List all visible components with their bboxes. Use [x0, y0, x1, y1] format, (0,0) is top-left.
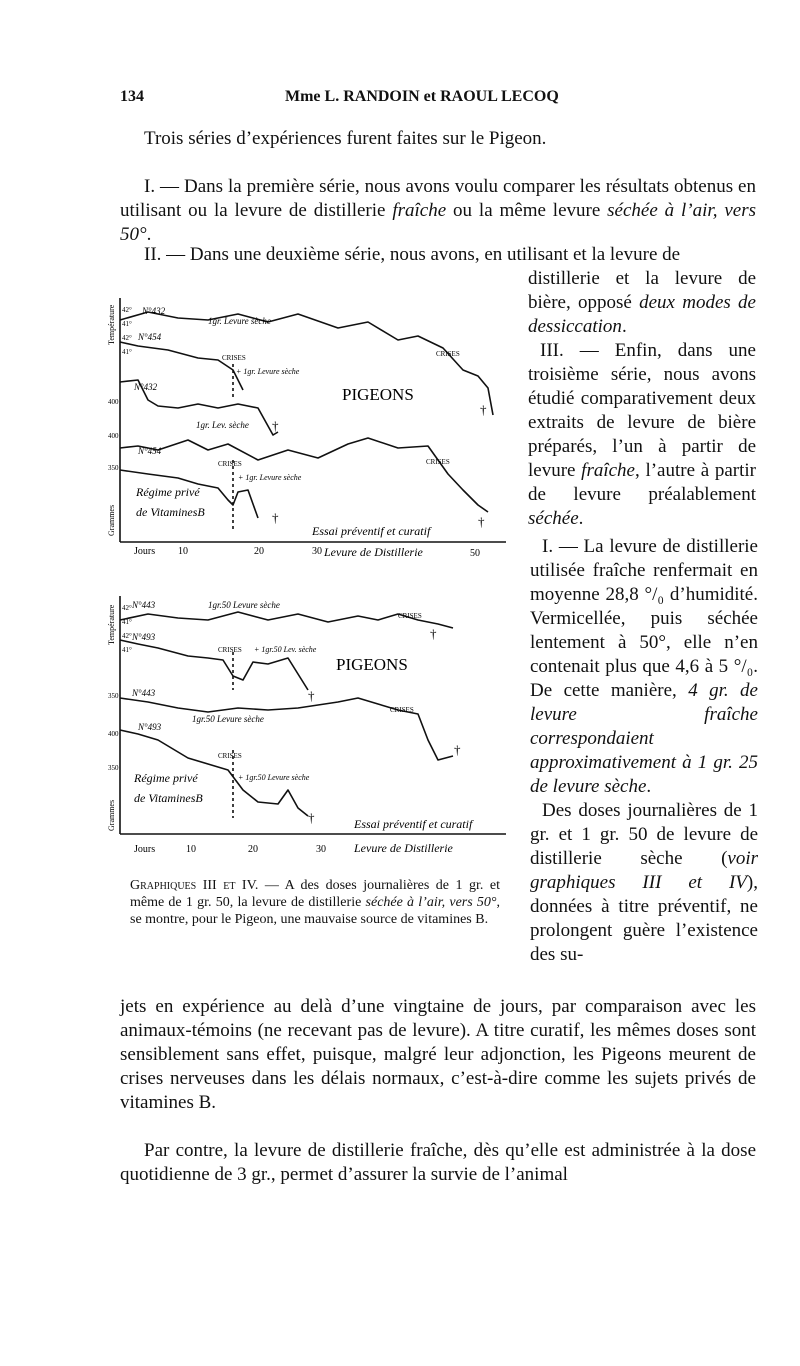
- graph-III-title: PIGEONS: [342, 385, 414, 404]
- graph-III-note-2: + 1gr. Levure sèche: [236, 367, 300, 376]
- series-III-paragraph: [528, 339, 756, 531]
- figure-caption: [130, 877, 500, 928]
- humidity-text: I. — La levure de distillerie utilisée fraîche renfermait en moyenne 28,8 °/₀ d’humidité. Vermicellée, puis séchée lentement à 50°, elle n’en contenait plus que 4,6 à 5 °/₀. De cette manière,: [530, 536, 758, 701]
- intro-sentence: Trois séries d’expériences furent faites sur le Pigeon.: [144, 128, 547, 149]
- graph-IV-note-4: + 1gr.50 Levure sèche: [238, 773, 310, 782]
- graph-III-x-unit: Jours: [134, 546, 156, 557]
- series-II-paragraph: [528, 267, 756, 339]
- graph-IV-footer-1: Essai préventif et curatif: [354, 817, 473, 831]
- series-I-end: .: [146, 224, 152, 245]
- series-I-dried: séchée à l’air, vers 50°: [120, 200, 756, 245]
- doses-text2: ), données à titre préventif, ne prolongent guère l’existence des su-: [530, 872, 758, 965]
- graph-III-ylabel-bottom: Grammes: [107, 504, 116, 536]
- graph-IV-death-3: †: [454, 742, 461, 757]
- series-II-line1: II. — Dans une deuxième série, nous avons, en utilisant et la levure de: [144, 244, 681, 265]
- graph-IV-tick-t1: 42°: [122, 604, 132, 612]
- graph-IV-note-2: + 1gr.50 Lev. sèche: [254, 645, 317, 654]
- graph-IV-tick-w2: 400: [108, 730, 119, 738]
- graph-III-crises-1: CRISES: [222, 354, 246, 362]
- graph-III-tick-t2: 41°: [122, 320, 132, 328]
- page-number: 134: [120, 88, 144, 105]
- caption-text: — A des doses journalières de 1 gr. et même de 1 gr. 50, la levure de distillerie: [130, 878, 500, 910]
- graph-IV-regime-1: Régime privé: [134, 771, 198, 785]
- series-III-fresh: fraîche: [581, 460, 635, 481]
- graph-III-tick-t3: 42°: [122, 334, 132, 342]
- right-column-paragraph: [530, 535, 758, 967]
- graph-III-death-4: †: [478, 514, 485, 529]
- series-II-italic: deux modes de dessiccation: [528, 292, 756, 337]
- graph-IV-note-1: 1gr.50 Levure sèche: [208, 600, 280, 610]
- series-II-text: distillerie et la levure de bière, opposé: [528, 268, 756, 313]
- doses-text: Des doses journalières de 1 gr. et 1 gr. 50 de levure de distillerie sèche (: [530, 800, 758, 869]
- graph-III-crises-3: CRISES: [218, 460, 242, 468]
- graph-reference: voir graphiques III et IV: [530, 848, 758, 893]
- graph-III-crises-4: CRISES: [426, 458, 450, 466]
- graph-IV-regime-2: de VitaminesB: [134, 791, 203, 805]
- equivalence-end: .: [646, 776, 652, 797]
- graph-IV-x-20: 20: [248, 844, 258, 855]
- graph-III-tick-t1: 42°: [122, 306, 132, 314]
- series-I-text: I. — Dans la première série, nous avons voulu comparer les résultats obtenus en utilisant ou la levure de distillerie: [120, 176, 756, 221]
- equivalence-text: 4 gr. de levure fraîche correspondaient approximativement à 1 gr. 25 de levure sèche: [530, 680, 758, 797]
- graph-III-x-30: 30: [312, 546, 322, 557]
- graph-III-x-50: 50: [470, 548, 480, 559]
- series-III-text: III. — Enfin, dans une troisième série, nous avons étudié comparativement deux extraits de levure de bière préparés, l’un à partir de levure: [528, 340, 756, 481]
- series-II-end: .: [621, 316, 627, 337]
- graph-III-temp-432: [120, 312, 493, 415]
- graph-III-crises-2: CRISES: [436, 350, 460, 358]
- graph-IV-x-unit: Jours: [134, 844, 156, 855]
- graph-IV-crises-1: CRISES: [218, 646, 242, 654]
- graph-IV-x-30: 30: [316, 844, 326, 855]
- graph-IV-death-2: †: [308, 688, 315, 703]
- graph-IV-tick-t2: 41°: [122, 618, 132, 626]
- series-III-dried: séchée: [528, 508, 579, 529]
- graph-IV-bird-3: N°443: [132, 688, 156, 698]
- graph-III-death-3: †: [272, 510, 279, 525]
- graph-III-note-4: + 1gr. Levure sèche: [238, 473, 302, 482]
- graph-III-bird-1: N°432: [142, 306, 166, 316]
- graph-IV-ylabel-top: Température: [107, 604, 116, 645]
- graph-III-x-20: 20: [254, 546, 264, 557]
- series-III-text2: , l’autre à partir de levure préalablement: [528, 460, 756, 505]
- bottom-paragraph-1: jets en expérience au delà d’une vingtaine de jours, par comparaison avec les animaux-témoins (ne recevant pas de levure). A titre curatif, les mêmes doses sont sensiblement sans effet, puisque, malgré leur adjonction, les Pigeons meurent de crises nerveuses dans les délais normaux, c’est-à-dire comme les sujets privés de vitamines B.: [120, 996, 756, 1113]
- graph-IV-tick-t3: 42°: [122, 632, 132, 640]
- series-I-fresh: fraîche: [392, 200, 447, 221]
- graph-III-note-3: 1gr. Lev. sèche: [196, 420, 249, 430]
- graph-IV-tick-w1: 350: [108, 692, 119, 700]
- graph-III-tick-w2: 400: [108, 432, 119, 440]
- graph-IV-note-3: 1gr.50 Levure sèche: [192, 714, 264, 724]
- graph-III-ylabel-top: Température: [107, 304, 116, 345]
- graph-III-bird-4: N°454: [138, 446, 162, 456]
- graph-IV-tick-t4: 41°: [122, 646, 132, 654]
- graph-III-regime-2: de VitaminesB: [136, 505, 205, 519]
- graph-IV-death-4: †: [308, 810, 315, 825]
- graph-IV-bird-1: N°443: [132, 600, 156, 610]
- bottom-paragraph-2: Par contre, la levure de distillerie fraîche, dès qu’elle est administrée à la dose quotidienne de 3 gr., permet d’assurer la survie de l’animal: [120, 1140, 756, 1185]
- graph-III-death-1: †: [272, 418, 279, 433]
- running-title: Mme L. RANDOIN et RAOUL LECOQ: [285, 88, 559, 105]
- graph-IV-x-10: 10: [186, 844, 196, 855]
- graph-IV-footer-2: Levure de Distillerie: [354, 841, 453, 855]
- graph-IV-bird-2: N°493: [132, 632, 156, 642]
- graph-III-footer-2: Levure de Distillerie: [324, 545, 423, 559]
- graph-III-regime-1: Régime privé: [136, 485, 200, 499]
- graph-IV-death-1: †: [430, 626, 437, 641]
- graph-III-note-1: 1gr. Levure sèche: [208, 316, 271, 326]
- caption-italic: séchée à l’air, vers 50°: [365, 895, 497, 910]
- caption-label: Graphiques III et IV.: [130, 878, 259, 893]
- graph-IV-crises-4: CRISES: [390, 706, 414, 714]
- graph-IV-tick-w3: 350: [108, 764, 119, 772]
- graph-III-tick-t4: 41°: [122, 348, 132, 356]
- graph-III-tick-w3: 350: [108, 464, 119, 472]
- series-I-paragraph: [120, 175, 756, 247]
- graph-III-bird-2: N°454: [138, 332, 162, 342]
- graph-III-footer-1: Essai préventif et curatif: [312, 524, 431, 538]
- graph-III-bird-3: N°432: [134, 382, 158, 392]
- caption-end: , se montre, pour le Pigeon, une mauvaise source de vitamines B.: [130, 895, 500, 927]
- graph-III-x-10: 10: [178, 546, 188, 557]
- graph-III-tick-w1: 400: [108, 398, 119, 406]
- graph-III-death-2: †: [480, 402, 487, 417]
- series-III-end: .: [578, 508, 584, 529]
- graph-IV-ylabel-bottom: Grammes: [107, 799, 116, 831]
- graph-IV-title: PIGEONS: [336, 655, 408, 674]
- graph-IV-crises-2: CRISES: [398, 612, 422, 620]
- graph-IV-crises-3: CRISES: [218, 752, 242, 760]
- graph-IV-bird-4: N°493: [138, 722, 162, 732]
- graph-IV: [108, 590, 510, 862]
- graph-III-weight-454: [120, 438, 488, 512]
- series-I-text2: ou la même levure: [446, 200, 608, 221]
- graph-III: [108, 290, 510, 572]
